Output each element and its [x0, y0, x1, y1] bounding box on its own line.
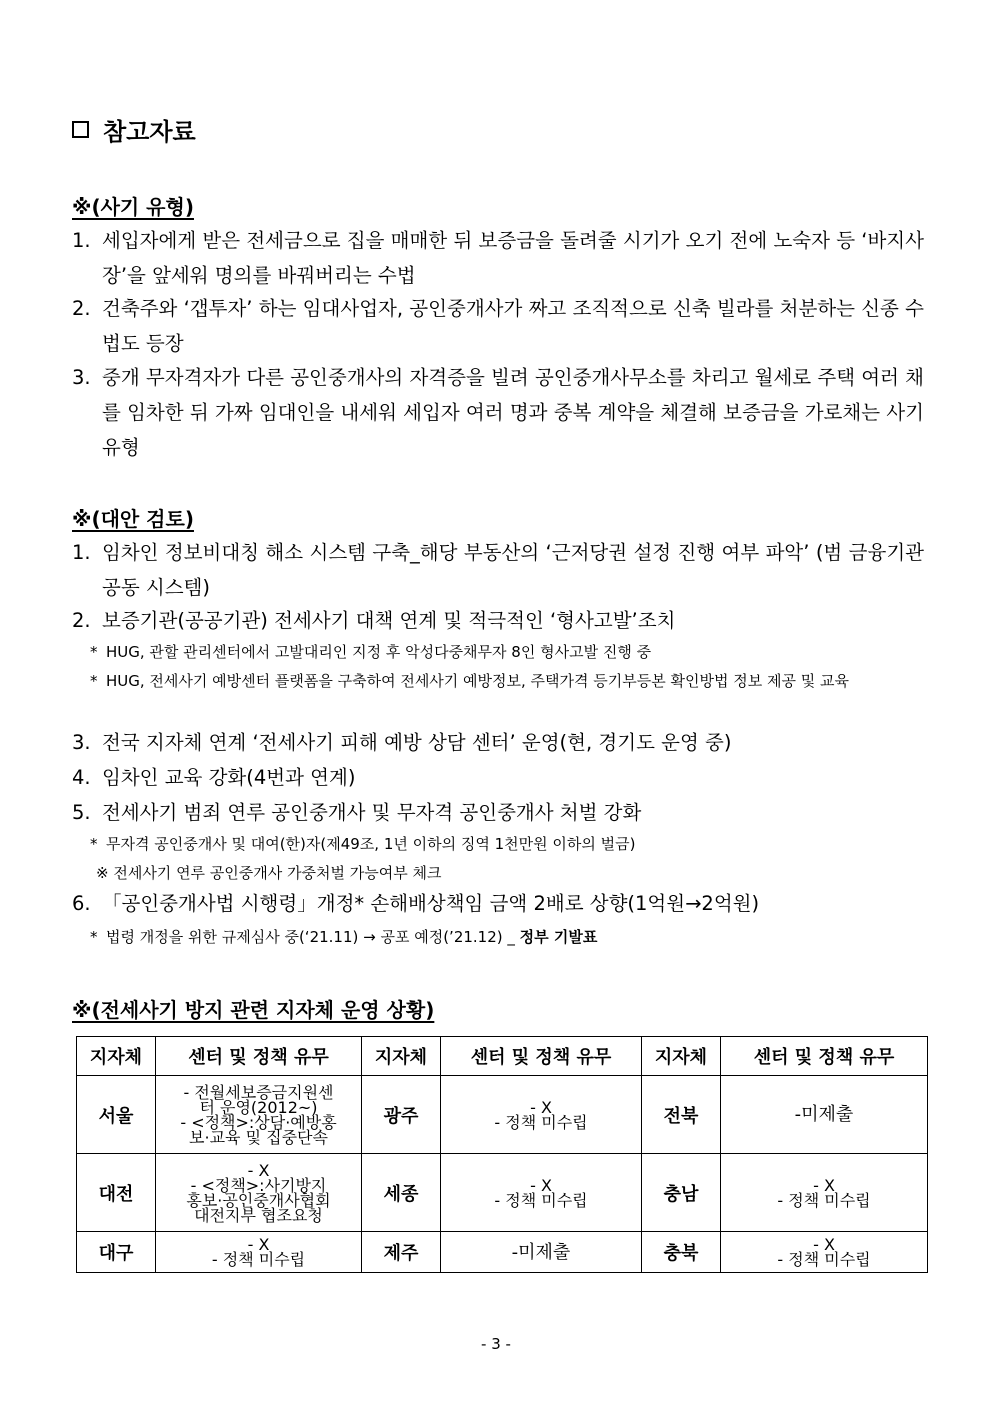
header-center-policy: 센터 및 정책 유무 — [156, 1037, 362, 1076]
region-status: - X - 정책 미수립 — [441, 1076, 642, 1154]
alternative-item-1: 1. 임차인 정보비대칭 해소 시스템 구축_해당 부동산의 ‘근저당권 설정 진행 여부 파악’ (범 금융기관 공동 시스템) — [72, 541, 924, 599]
table-row — [77, 1232, 928, 1273]
header-region: 지자체 — [362, 1037, 441, 1076]
region-name: 충북 — [642, 1232, 721, 1273]
header-region: 지자체 — [642, 1037, 721, 1076]
section-heading-regional-status: ※(전세사기 방지 관련 지자체 운영 상황) — [72, 998, 435, 1022]
region-name: 대전 — [77, 1154, 156, 1232]
section-heading-fraud-types: ※(사기 유형) — [72, 195, 194, 219]
note-aggravated-punishment: ※ 전세사기 연루 공인중개사 가중처벌 가능여부 체크 — [96, 864, 442, 882]
page-title — [72, 112, 196, 147]
page-number: - 3 - — [481, 1335, 511, 1353]
fraud-item-2: 2. 건축주와 ‘갭투자’ 하는 임대사업자, 공인중개사가 짜고 조직적으로 신축 빌라를 처분하는 신종 수법도 등장 — [72, 297, 924, 355]
table-header-row — [77, 1037, 928, 1076]
note-unlicensed-penalty: * 무자격 공인중개사 및 대여(한)자(제49조, 1년 이하의 징역 1천만원 이하의 벌금) — [90, 835, 636, 853]
region-status: -미제출 — [441, 1232, 642, 1273]
section-heading-alternatives: ※(대안 검토) — [72, 507, 194, 531]
checkbox-square-icon — [72, 121, 89, 138]
region-name: 대구 — [77, 1232, 156, 1273]
page-title-text: 참고자료 — [103, 118, 196, 146]
note-regulation-review-text: 법령 개정을 위한 규제심사 중(‘21.11) → 공포 예정(’21.12) _ — [106, 928, 515, 946]
region-status: - 전월세보증금지원센 터 운영(2012~) - <정책>:상담·예방홍 보·교육 및 집중단속 — [156, 1076, 362, 1154]
alternative-item-4: 4. 임차인 교육 강화(4번과 연계) — [72, 766, 356, 789]
fraud-item-3: 3. 중개 무자격자가 다른 공인중개사의 자격증을 빌려 공인중개사무소를 차리고 월세로 주택 여러 채를 임차한 뒤 가짜 임대인을 내세워 세입자 여러 명과 중복 계약을 체결해 보증금을 가로채는 사기 유형 — [72, 366, 924, 459]
region-status: - X - 정책 미수립 — [721, 1232, 928, 1273]
note-hug-prevention-platform: * HUG, 전세사기 예방센터 플랫폼을 구축하여 전세사기 예방정보, 주택가격 등기부등본 확인방법 정보 제공 및 교육 — [90, 672, 849, 690]
alternative-item-6: 6. 「공인중개사법 시행령」개정* 손해배상책임 금액 2배로 상향(1억원→2억원) — [72, 892, 760, 915]
regional-status-table — [76, 1036, 928, 1273]
fraud-item-1: 1. 세입자에게 받은 전세금으로 집을 매매한 뒤 보증금을 돌려줄 시기가 오기 전에 노숙자 등 ‘바지사장’을 앞세워 명의를 바꿔버리는 수법 — [72, 229, 924, 287]
region-status: - X - 정책 미수립 — [441, 1154, 642, 1232]
region-name: 충남 — [642, 1154, 721, 1232]
region-status: - X - <정책>:사기방지 홍보·공인중개사협회 대전지부 협조요청 — [156, 1154, 362, 1232]
region-status: - X - 정책 미수립 — [721, 1154, 928, 1232]
alternative-item-5: 5. 전세사기 범죄 연루 공인중개사 및 무자격 공인중개사 처벌 강화 — [72, 801, 642, 824]
region-name: 서울 — [77, 1076, 156, 1154]
region-status: -미제출 — [721, 1076, 928, 1154]
region-name: 제주 — [362, 1232, 441, 1273]
note-hug-management-center: * HUG, 관할 관리센터에서 고발대리인 지정 후 악성다중채무자 8인 형사고발 진행 중 — [90, 643, 652, 661]
table-row — [77, 1154, 928, 1232]
region-name: 전북 — [642, 1076, 721, 1154]
region-status: - X - 정책 미수립 — [156, 1232, 362, 1273]
table-row — [77, 1076, 928, 1154]
region-name: 광주 — [362, 1076, 441, 1154]
header-region: 지자체 — [77, 1037, 156, 1076]
header-center-policy: 센터 및 정책 유무 — [441, 1037, 642, 1076]
note-government-announced: 정부 기발표 — [519, 928, 598, 946]
region-name: 세종 — [362, 1154, 441, 1232]
note-regulation-review: * 법령 개정을 위한 규제심사 중(‘21.11) → 공포 예정(’21.12) _ 정부 기발표 — [90, 928, 598, 946]
alternative-item-3: 3. 전국 지자체 연계 ‘전세사기 피해 예방 상담 센터’ 운영(현, 경기도 운영 중) — [72, 731, 732, 754]
alternative-item-2: 2. 보증기관(공공기관) 전세사기 대책 연계 및 적극적인 ‘형사고발’조치 — [72, 609, 676, 632]
header-center-policy: 센터 및 정책 유무 — [721, 1037, 928, 1076]
